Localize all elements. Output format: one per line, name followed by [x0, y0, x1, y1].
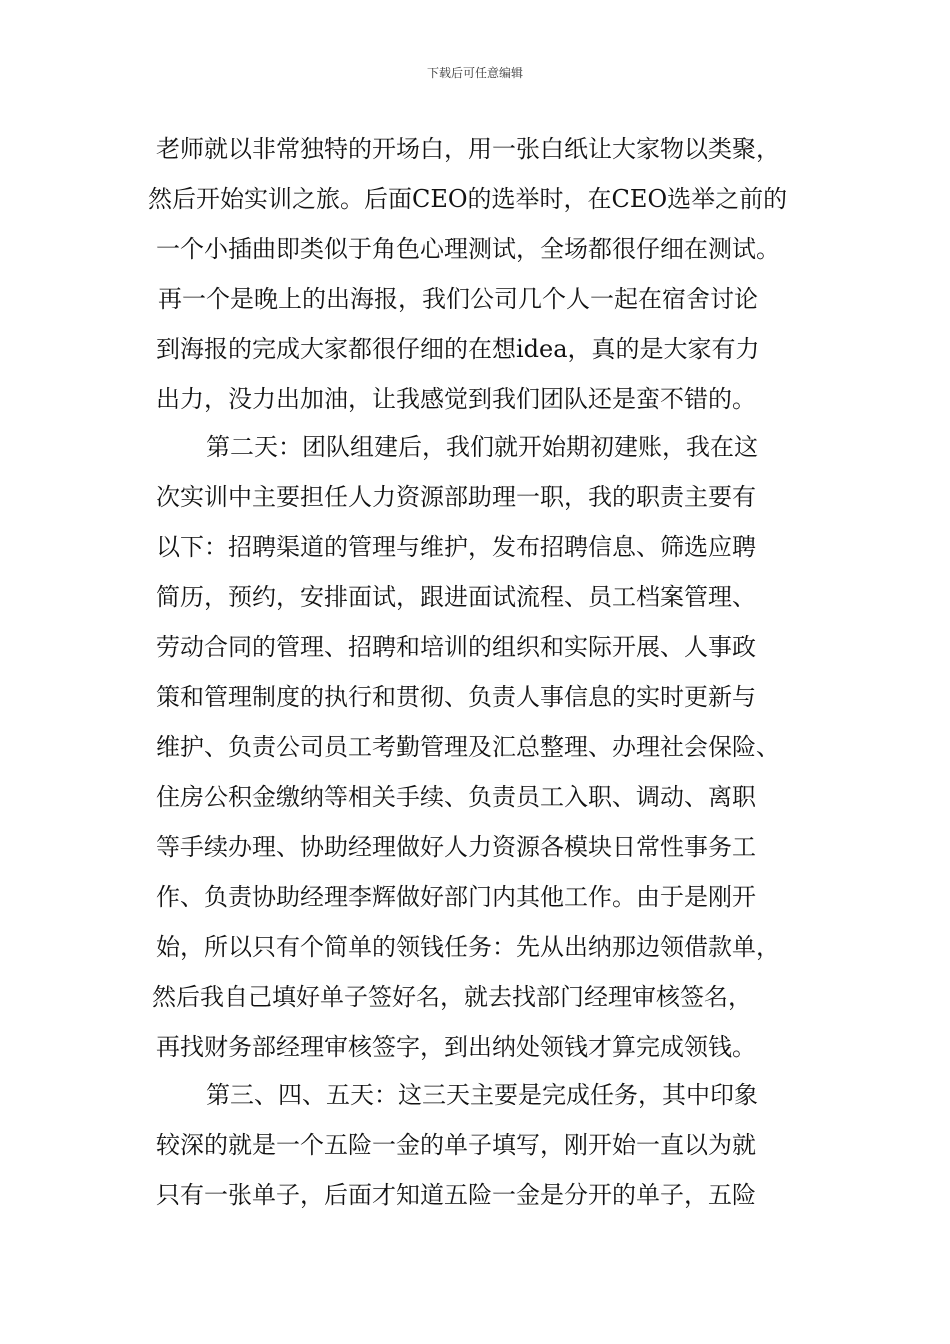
text-line: 出力，没力出加油，让我感觉到我们团队还是蛮不错的。 — [156, 385, 756, 413]
text-line: 一个小插曲即类似于角色心理测试，全场都很仔细在测试。 — [156, 235, 780, 263]
text-line: 只有一张单子，后面才知道五险一金是分开的单子，五险 — [156, 1181, 756, 1209]
text-line: 策和管理制度的执行和贯彻、负责人事信息的实时更新与 — [156, 683, 756, 711]
text-line: 次实训中主要担任人力资源部助理一职，我的职责主要有 — [156, 483, 756, 511]
paragraph-first-line: 第二天：团队组建后，我们就开始期初建账，我在这 — [206, 433, 758, 461]
text-line: 劳动合同的管理、招聘和培训的组织和实际开展、人事政 — [156, 633, 756, 661]
text-line: 等手续办理、协助经理做好人力资源各模块日常性事务工 — [156, 833, 756, 861]
text-line: 维护、负责公司员工考勤管理及汇总整理、办理社会保险、 — [156, 733, 780, 761]
text-line: 到海报的完成大家都很仔细的在想idea，真的是大家有力 — [156, 335, 760, 363]
text-line: 再一个是晚上的出海报，我们公司几个人一起在宿舍讨论 — [158, 285, 758, 313]
text-line: 始，所以只有个简单的领钱任务：先从出纳那边领借款单， — [156, 933, 780, 961]
paragraph-first-line: 第三、四、五天：这三天主要是完成任务，其中印象 — [206, 1081, 758, 1109]
text-line: 住房公积金缴纳等相关手续、负责员工入职、调动、离职 — [156, 783, 756, 811]
text-line: 简历，预约，安排面试，跟进面试流程、员工档案管理、 — [156, 583, 756, 611]
text-line: 老师就以非常独特的开场白，用一张白纸让大家物以类聚， — [156, 135, 780, 163]
text-line: 然后开始实训之旅。后面CEO的选举时，在CEO选举之前的 — [148, 185, 788, 213]
text-line: 较深的就是一个五险一金的单子填写，刚开始一直以为就 — [156, 1131, 756, 1159]
text-line: 以下：招聘渠道的管理与维护，发布招聘信息、筛选应聘 — [156, 533, 756, 561]
text-line: 作、负责协助经理李辉做好部门内其他工作。由于是刚开 — [156, 883, 756, 911]
text-line: 再找财务部经理审核签字，到出纳处领钱才算完成领钱。 — [156, 1033, 756, 1061]
header-note: 下载后可任意编辑 — [426, 66, 523, 80]
text-line: 然后我自己填好单子签好名，就去找部门经理审核签名， — [152, 983, 752, 1011]
